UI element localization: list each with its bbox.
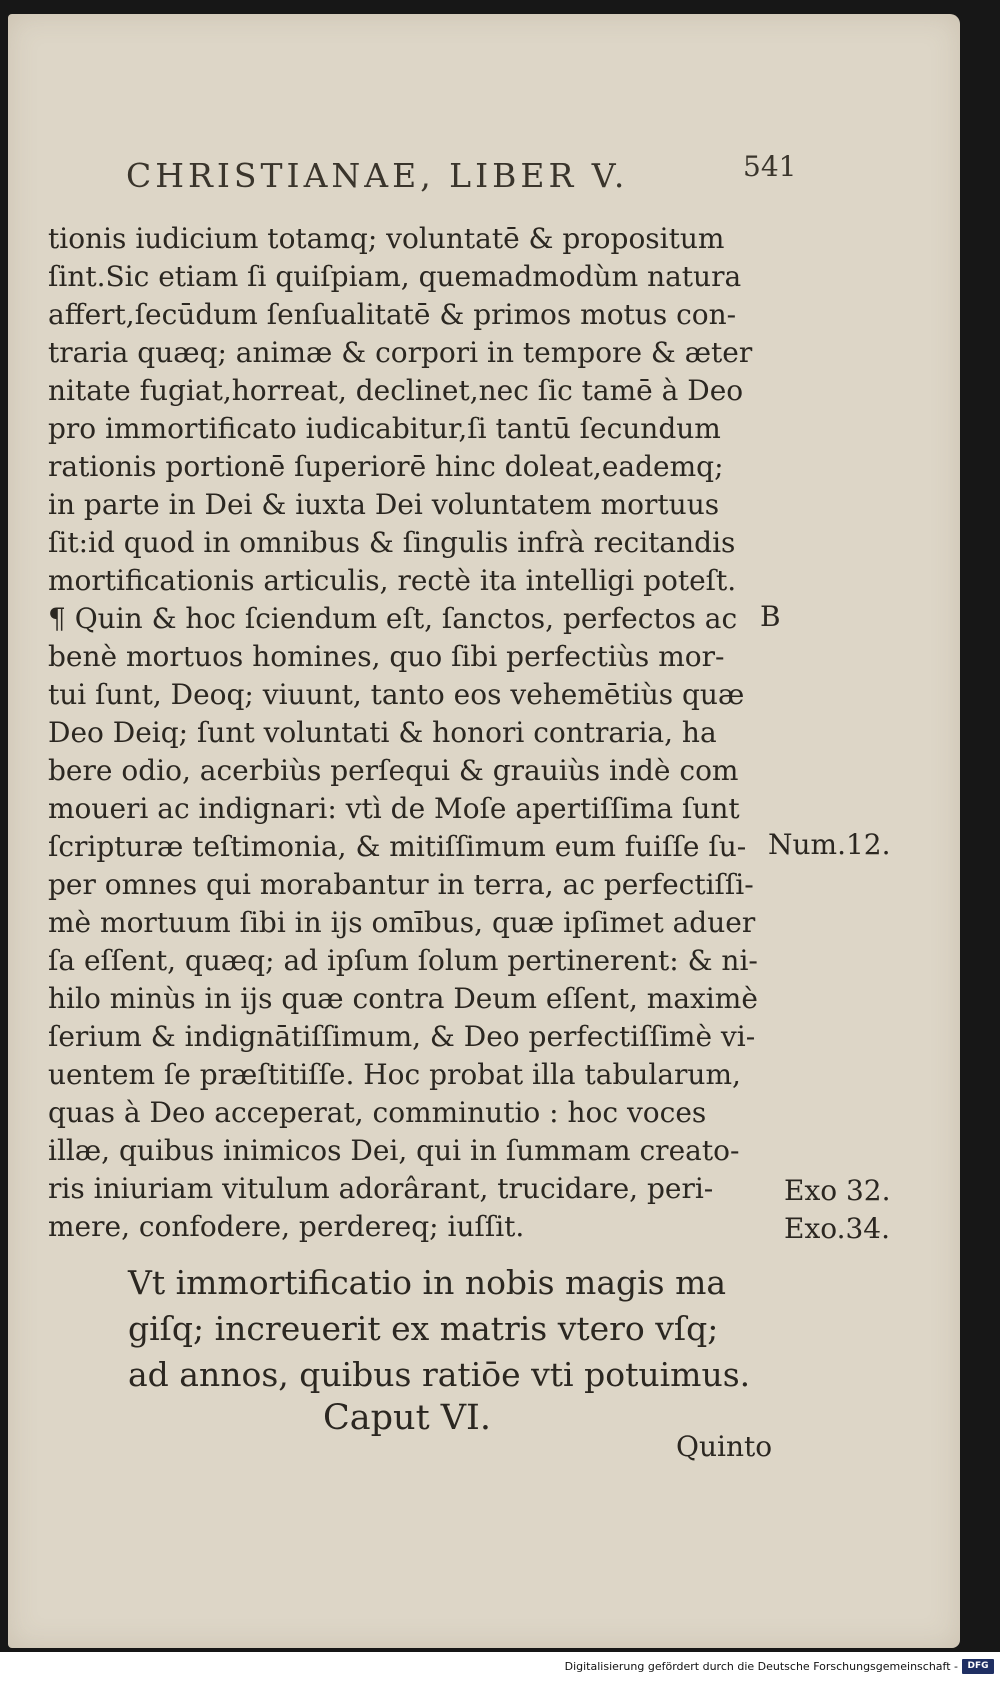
body-line: nitate fugiat,horreat, declinet,nec ſic tamē à Deo — [48, 374, 744, 407]
body-line: hilo minùs in ijs quæ contra Deum eſſent, maximè — [48, 982, 758, 1015]
body-line: mortificationis articulis, rectè ita intelligi poteſt. — [48, 564, 737, 597]
chapter-number: Caput VI. — [323, 1398, 492, 1438]
body-line: bere odio, acerbiùs perſequi & grauiùs indè com — [48, 754, 739, 787]
chapter-title — [128, 1260, 808, 1398]
page-content — [8, 14, 960, 1648]
footer-bar — [0, 1652, 1000, 1682]
body-line: uentem ſe præſtitiſſe. Hoc probat illa tabularum, — [48, 1058, 741, 1091]
body-line: pro immortificato iudicabitur,ſi tantū ſecundum — [48, 412, 721, 445]
body-line: tionis iudicium totamq; voluntatē & propositum — [48, 222, 725, 255]
body-line: ¶ Quin & hoc ſciendum eſt, ſanctos, perfectos ac — [48, 602, 738, 635]
body-line: ris iniuriam vitulum adorârant, trucidare, peri- — [48, 1172, 714, 1205]
body-line: ſerium & indignātiſſimum, & Deo perfectiſſimè vi- — [48, 1020, 756, 1053]
body-line: ſit:id quod in omnibus & ſingulis infrà recitandis — [48, 526, 736, 559]
margin-note-exo-34: Exo.34. — [784, 1212, 891, 1245]
margin-note-num: Num.12. — [768, 828, 891, 861]
running-head: CHRISTIANAE, LIBER V. — [126, 156, 629, 195]
body-line: mè mortuum ſibi in ijs omībus, quæ ipſimet aduer — [48, 906, 756, 939]
dfg-logo-icon: DFG — [962, 1659, 994, 1674]
body-line: mere, confodere, perdereq; iuſſit. — [48, 1210, 525, 1243]
body-line: tui ſunt, Deoq; viuunt, tanto eos vehemētiùs quæ — [48, 678, 745, 711]
margin-note-section-mark: B — [760, 600, 781, 633]
body-line: per omnes qui morabantur in terra, ac perfectiſſi- — [48, 868, 754, 901]
body-line: traria quæq; animæ & corpori in tempore & æter — [48, 336, 753, 369]
chapter-title-line: Vt immortificatio in nobis magis ma — [128, 1263, 727, 1302]
body-line: Deo Deiq; ſunt voluntati & honori contraria, ha — [48, 716, 717, 749]
book-page — [8, 14, 960, 1648]
body-text — [48, 220, 768, 1246]
catchword: Quinto — [676, 1430, 773, 1463]
body-line: moueri ac indignari: vtì de Moſe apertiſſima ſunt — [48, 792, 740, 825]
body-line: benè mortuos homines, quo ſibi perfectiùs mor- — [48, 640, 725, 673]
chapter-title-line: ad annos, quibus ratiōe vti potuimus. — [128, 1355, 751, 1394]
body-line: ſcripturæ teſtimonia, & mitiſſimum eum fuiſſe ſu- — [48, 830, 747, 863]
body-line: ſint.Sic etiam ſi quiſpiam, quemadmodùm natura — [48, 260, 742, 293]
body-line: ſa eſſent, quæq; ad ipſum ſolum pertinerent: & ni- — [48, 944, 758, 977]
body-line: rationis portionē ſuperiorē hinc doleat,eademq; — [48, 450, 724, 483]
page-number: 541 — [743, 150, 797, 183]
body-line: affert,ſecūdum ſenſualitatē & primos motus con- — [48, 298, 737, 331]
body-line: quas à Deo acceperat, comminutio : hoc voces — [48, 1096, 707, 1129]
body-line: in parte in Dei & iuxta Dei voluntatem mortuus — [48, 488, 720, 521]
funding-credit: Digitalisierung gefördert durch die Deutsche Forschungsgemeinschaft - — [564, 1660, 958, 1673]
chapter-title-line: giſq; increuerit ex matris vtero vſq; — [128, 1309, 719, 1348]
body-line: illæ, quibus inimicos Dei, qui in ſummam creato- — [48, 1134, 740, 1167]
margin-note-exo-32: Exo 32. — [784, 1174, 891, 1207]
